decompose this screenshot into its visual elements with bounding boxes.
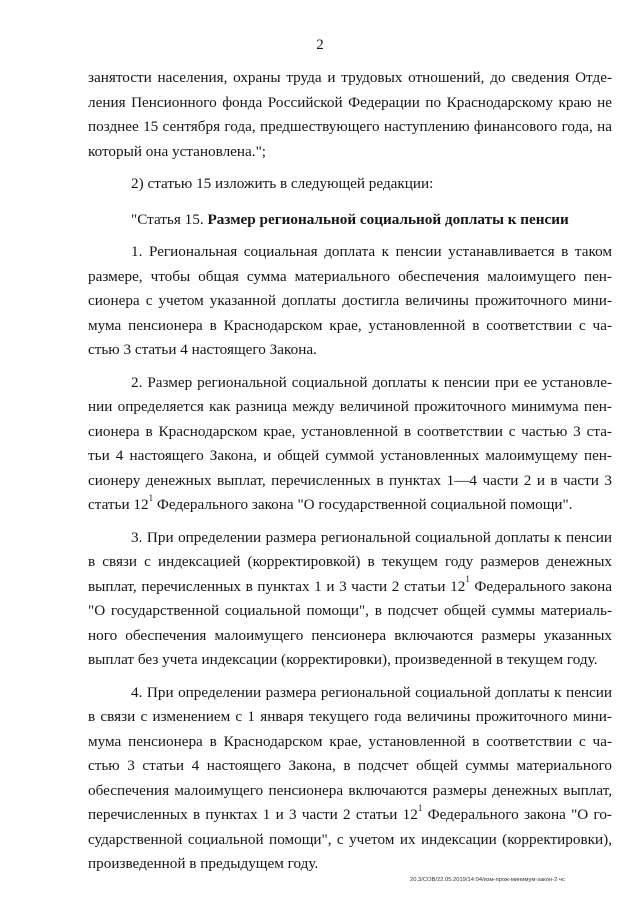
- text-line: позднее 15 сентября года, предшествующего наступлению финансового года, на: [88, 118, 612, 135]
- text-line: "О государственной социальной помощи", в подсчет общей суммы материаль-: [88, 602, 612, 619]
- text-line: занятости населения, охраны труда и трудовых отношений, до сведения Отде-: [88, 69, 612, 86]
- superscript: 1: [465, 574, 470, 585]
- text-line: в связи с индексацией (корректировкой) в текущем году размеров денежных: [88, 553, 612, 570]
- text-line: [88, 803, 612, 828]
- text-line: произведенной в предыдущем году.: [88, 855, 319, 872]
- text-line: 2. Размер региональной социальной доплаты к пенсии при ее установле-: [131, 373, 612, 391]
- text-line: обеспечения малоимущего пенсионера включаются размеры денежных выплат,: [88, 781, 612, 799]
- text-fragment: выплат, перечисленных в пунктах 1 и 3 части 2 статьи 12: [88, 577, 466, 595]
- text-line: тьи 4 настоящего Закона, и общей суммой установленных малоимущему пен-: [88, 447, 612, 464]
- article-heading: [88, 208, 612, 233]
- superscript: 1: [417, 802, 423, 813]
- superscript: 1: [148, 492, 154, 503]
- text-line: выплат без учета индексации (корректировки), произведенной в текущем году.: [88, 651, 598, 668]
- text-line: в связи с изменением с 1 января текущего года величины прожиточного мини-: [88, 708, 612, 725]
- text-line: стью 3 статьи 4 настоящего Закона, в подсчет общей суммы материального: [88, 757, 612, 774]
- text-line: мума пенсионера в Краснодарском крае, установленной в соответствии с ча-: [88, 316, 612, 334]
- text-line: стью 3 статьи 4 настоящего Закона.: [88, 341, 317, 358]
- document-footer-code: 20.3/СОВ/22.05.2019/14:04/изм-прож-минимум-закон-2 чс: [410, 877, 565, 883]
- text-fragment: Федерального закона: [469, 577, 612, 595]
- article-title: Размер региональной социальной доплаты к пенсии: [207, 210, 569, 228]
- text-line: ного обеспечения малоимущего пенсионера включаются размеры указанных: [88, 626, 612, 644]
- text-fragment: Федерального закона "О государственной социальной помощи".: [153, 496, 573, 513]
- text-line: мума пенсионера в Краснодарском крае, установленной в соответствии с ча-: [88, 732, 612, 750]
- text-line: сударственной социальной помощи", с учетом их индексации (корректировки),: [88, 830, 612, 848]
- text-line: 4. При определении размера региональной социальной доплаты к пенсии: [131, 683, 612, 701]
- text-line: сионеру денежных выплат, перечисленных в пунктах 1—4 части 2 и в части 3: [88, 471, 612, 489]
- text-line: ления Пенсионного фонда Российской Федерации по Краснодарскому краю не: [88, 93, 612, 111]
- text-line: нии определяется как разница между величиной прожиточного минимума пен-: [88, 398, 612, 415]
- text-line: размере, чтобы общая сумма материального обеспечения малоимущего пен-: [88, 267, 612, 285]
- text-fragment: перечисленных в пунктах 1 и 3 части 2 статьи 12: [88, 806, 418, 823]
- text-line: который она установлена.";: [88, 142, 267, 160]
- text-line: сионера в Краснодарском крае, установленной в соответствии с частью 3 ста-: [88, 422, 612, 440]
- text-line: сионера с учетом указанной доплаты достигла величины прожиточного мини-: [88, 292, 612, 309]
- text-line: [88, 575, 612, 600]
- text-line: 1. Региональная социальная доплата к пенсии устанавливается в таком: [131, 243, 612, 260]
- text-line: 3. При определении размера региональной социальной доплаты к пенсии: [131, 528, 612, 546]
- document-body: [88, 66, 612, 877]
- text-line: [88, 493, 612, 518]
- text-line: 2) статью 15 изложить в следующей редакции:: [131, 175, 434, 192]
- page-number: 2: [316, 37, 324, 53]
- text-fragment: Федерального закона "О го-: [422, 806, 612, 823]
- article-number: "Статья 15.: [131, 210, 208, 228]
- text-fragment: статьи 12: [88, 496, 149, 513]
